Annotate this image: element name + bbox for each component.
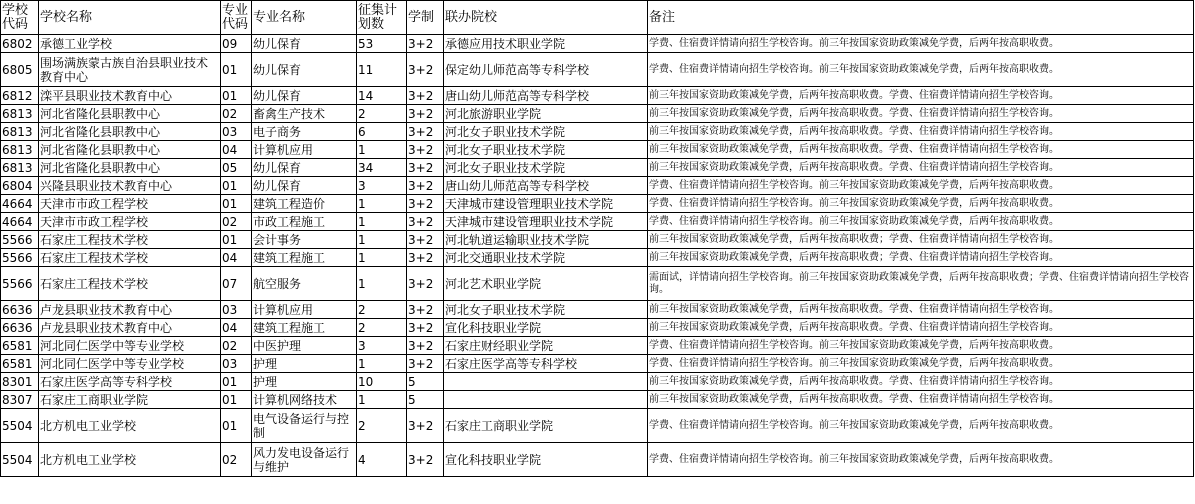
cell-system: 3+2	[407, 53, 444, 87]
cell-school-code: 6813	[1, 105, 39, 123]
table-row	[1, 195, 1194, 213]
cell-system: 3+2	[407, 355, 444, 373]
cell-system: 3+2	[407, 87, 444, 105]
cell-note: 学费、住宿费详情请向招生学校咨询。前三年按国家资助政策减免学费，后两年按高职收费。	[648, 409, 1194, 443]
table-body	[1, 35, 1194, 477]
table-row	[1, 53, 1194, 87]
cell-school-code: 6636	[1, 301, 39, 319]
cell-major-name: 建筑工程施工	[252, 319, 357, 337]
cell-system: 5	[407, 391, 444, 409]
cell-system: 3+2	[407, 267, 444, 301]
cell-partner: 河北艺术职业学院	[444, 267, 648, 301]
cell-note: 前三年按国家资助政策减免学费，后两年按高职收费。学费、住宿费详情请向招生学校咨询。	[648, 141, 1194, 159]
cell-major-name: 幼儿保育	[252, 35, 357, 53]
cell-major-code: 09	[221, 35, 252, 53]
cell-plan: 34	[357, 159, 407, 177]
cell-major-name: 幼儿保育	[252, 53, 357, 87]
cell-system: 3+2	[407, 123, 444, 141]
cell-partner: 河北女子职业技术学院	[444, 159, 648, 177]
cell-school-code: 6581	[1, 337, 39, 355]
cell-major-name: 电子商务	[252, 123, 357, 141]
cell-major-code: 01	[221, 177, 252, 195]
cell-note: 前三年按国家资助政策减免学费，后两年按高职收费。学费、住宿费详情请向招生学校咨询。	[648, 373, 1194, 391]
table-row	[1, 443, 1194, 477]
cell-major-name: 会计事务	[252, 231, 357, 249]
cell-major-name: 中医护理	[252, 337, 357, 355]
cell-plan: 10	[357, 373, 407, 391]
cell-partner: 河北交通职业技术学院	[444, 249, 648, 267]
cell-school-name: 北方机电工业学校	[39, 443, 221, 477]
cell-school-name: 石家庄工程技术学校	[39, 267, 221, 301]
cell-note: 前三年按国家资助政策减免学费，后两年按高职收费；学费、住宿费详情请向招生学校咨询。	[648, 249, 1194, 267]
cell-system: 3+2	[407, 159, 444, 177]
cell-school-name: 石家庄医学高等专科学校	[39, 373, 221, 391]
cell-plan: 11	[357, 53, 407, 87]
cell-system: 3+2	[407, 141, 444, 159]
cell-major-name: 计算机网络技术	[252, 391, 357, 409]
cell-school-name: 北方机电工业学校	[39, 409, 221, 443]
cell-school-name: 石家庄工商职业学院	[39, 391, 221, 409]
cell-major-name: 计算机应用	[252, 141, 357, 159]
cell-school-name: 河北同仁医学中等专业学校	[39, 355, 221, 373]
cell-school-code: 6804	[1, 177, 39, 195]
table-row	[1, 141, 1194, 159]
cell-partner: 唐山幼儿师范高等专科学校	[444, 87, 648, 105]
header-school-name: 学校名称	[39, 1, 221, 35]
cell-school-code: 6581	[1, 355, 39, 373]
cell-note: 前三年按国家资助政策减免学费，后两年按高职收费。学费、住宿费详情请向招生学校咨询。	[648, 87, 1194, 105]
cell-plan: 2	[357, 319, 407, 337]
cell-plan: 2	[357, 409, 407, 443]
cell-system: 5	[407, 373, 444, 391]
cell-school-name: 河北省隆化县职教中心	[39, 159, 221, 177]
cell-major-name: 建筑工程造价	[252, 195, 357, 213]
cell-plan: 1	[357, 267, 407, 301]
cell-plan: 1	[357, 391, 407, 409]
cell-partner: 石家庄财经职业学院	[444, 337, 648, 355]
header-system: 学制	[407, 1, 444, 35]
cell-plan: 14	[357, 87, 407, 105]
cell-major-name: 幼儿保育	[252, 87, 357, 105]
header-row	[1, 1, 1194, 35]
cell-school-name: 河北省隆化县职教中心	[39, 141, 221, 159]
cell-school-code: 5566	[1, 231, 39, 249]
cell-major-name: 市政工程施工	[252, 213, 357, 231]
cell-plan: 53	[357, 35, 407, 53]
cell-major-code: 01	[221, 231, 252, 249]
cell-partner: 保定幼儿师范高等专科学校	[444, 53, 648, 87]
cell-note: 前三年按国家资助政策减免学费，后两年按高职收费。学费、住宿费详情请向招生学校咨询。	[648, 391, 1194, 409]
cell-school-code: 6805	[1, 53, 39, 87]
cell-school-name: 河北同仁医学中等专业学校	[39, 337, 221, 355]
cell-plan: 2	[357, 301, 407, 319]
cell-system: 3+2	[407, 105, 444, 123]
table-row	[1, 159, 1194, 177]
cell-system: 3+2	[407, 195, 444, 213]
cell-partner: 河北女子职业技术学院	[444, 123, 648, 141]
cell-school-name: 卢龙县职业技术教育中心	[39, 319, 221, 337]
cell-partner: 唐山幼儿师范高等专科学校	[444, 177, 648, 195]
cell-note: 需面试，详情请向招生学校咨询。前三年按国家资助政策减免学费，后两年按高职收费；学费、住宿费详情请向招生学校咨询。	[648, 267, 1194, 301]
header-major-code: 专业代码	[221, 1, 252, 35]
header-plan: 征集计划数	[357, 1, 407, 35]
cell-school-code: 6802	[1, 35, 39, 53]
cell-plan: 3	[357, 177, 407, 195]
cell-plan: 4	[357, 443, 407, 477]
cell-school-name: 石家庄工程技术学校	[39, 231, 221, 249]
header-note: 备注	[648, 1, 1194, 35]
cell-system: 3+2	[407, 249, 444, 267]
cell-major-code: 01	[221, 391, 252, 409]
header-partner: 联办院校	[444, 1, 648, 35]
cell-note: 学费、住宿费详情请向招生学校咨询。前三年按国家资助政策减免学费，后两年按高职收费。	[648, 177, 1194, 195]
cell-school-name: 天津市市政工程学校	[39, 195, 221, 213]
cell-note: 前三年按国家资助政策减免学费，后两年按高职收费；学费、住宿费详情请向招生学校咨询。	[648, 231, 1194, 249]
table-row	[1, 391, 1194, 409]
cell-major-name: 护理	[252, 373, 357, 391]
cell-school-code: 6813	[1, 159, 39, 177]
cell-school-code: 6813	[1, 141, 39, 159]
cell-partner: 石家庄医学高等专科学校	[444, 355, 648, 373]
cell-school-name: 兴隆县职业技术教育中心	[39, 177, 221, 195]
table-row	[1, 319, 1194, 337]
cell-note: 学费、住宿费详情请向招生学校咨询。前三年按国家资助政策减免学费，后两年按高职收费。	[648, 35, 1194, 53]
table-row	[1, 409, 1194, 443]
cell-major-code: 02	[221, 443, 252, 477]
cell-school-code: 6813	[1, 123, 39, 141]
cell-note: 前三年按国家资助政策减免学费，后两年按高职收费。学费、住宿费详情请向招生学校咨询。	[648, 123, 1194, 141]
cell-school-name: 天津市市政工程学校	[39, 213, 221, 231]
cell-plan: 3	[357, 337, 407, 355]
header-major-name: 专业名称	[252, 1, 357, 35]
cell-note: 学费、住宿费详情请向招生学校咨询。前三年按国家资助政策减免学费，后两年按高职收费。	[648, 443, 1194, 477]
cell-note: 学费、住宿费详情请向招生学校咨询。前三年按国家资助政策减免学费，后两年按高职收费。	[648, 355, 1194, 373]
cell-school-code: 8307	[1, 391, 39, 409]
cell-major-name: 畜禽生产技术	[252, 105, 357, 123]
cell-major-name: 电气设备运行与控制	[252, 409, 357, 443]
cell-major-code: 07	[221, 267, 252, 301]
cell-plan: 2	[357, 105, 407, 123]
cell-partner: 河北旅游职业学院	[444, 105, 648, 123]
cell-major-name: 风力发电设备运行与维护	[252, 443, 357, 477]
cell-partner: 河北轨道运输职业技术学院	[444, 231, 648, 249]
table-row	[1, 123, 1194, 141]
cell-partner: 天津城市建设管理职业技术学院	[444, 213, 648, 231]
cell-major-name: 护理	[252, 355, 357, 373]
cell-note: 学费、住宿费详情请向招生学校咨询。前三年按国家资助政策减免学费，后两年按高职收费。	[648, 195, 1194, 213]
cell-plan: 1	[357, 355, 407, 373]
cell-major-name: 幼儿保育	[252, 177, 357, 195]
cell-partner: 天津城市建设管理职业技术学院	[444, 195, 648, 213]
table-row	[1, 337, 1194, 355]
cell-system: 3+2	[407, 443, 444, 477]
cell-major-code: 04	[221, 141, 252, 159]
table-row	[1, 301, 1194, 319]
cell-major-code: 01	[221, 195, 252, 213]
cell-major-code: 01	[221, 53, 252, 87]
cell-school-code: 6812	[1, 87, 39, 105]
table-row	[1, 267, 1194, 301]
cell-school-name: 石家庄工程技术学校	[39, 249, 221, 267]
table-row	[1, 355, 1194, 373]
cell-major-name: 航空服务	[252, 267, 357, 301]
header-school-code: 学校代码	[1, 1, 39, 35]
cell-school-name: 卢龙县职业技术教育中心	[39, 301, 221, 319]
cell-partner	[444, 373, 648, 391]
cell-system: 3+2	[407, 213, 444, 231]
cell-major-name: 建筑工程施工	[252, 249, 357, 267]
cell-plan: 1	[357, 231, 407, 249]
cell-partner: 承德应用技术职业学院	[444, 35, 648, 53]
cell-major-name: 计算机应用	[252, 301, 357, 319]
table-row	[1, 213, 1194, 231]
cell-partner	[444, 391, 648, 409]
cell-school-code: 6636	[1, 319, 39, 337]
cell-plan: 1	[357, 141, 407, 159]
cell-major-code: 01	[221, 409, 252, 443]
cell-system: 3+2	[407, 177, 444, 195]
table-row	[1, 177, 1194, 195]
cell-major-code: 03	[221, 355, 252, 373]
cell-system: 3+2	[407, 409, 444, 443]
cell-system: 3+2	[407, 319, 444, 337]
cell-system: 3+2	[407, 337, 444, 355]
table-row	[1, 87, 1194, 105]
cell-note: 前三年按国家资助政策减免学费，后两年按高职收费。学费、住宿费详情请向招生学校咨询。	[648, 319, 1194, 337]
cell-major-code: 01	[221, 373, 252, 391]
cell-system: 3+2	[407, 231, 444, 249]
cell-system: 3+2	[407, 301, 444, 319]
cell-major-name: 幼儿保育	[252, 159, 357, 177]
cell-note: 学费、住宿费详情请向招生学校咨询。前三年按国家资助政策减免学费，后两年按高职收费。	[648, 337, 1194, 355]
table-row	[1, 231, 1194, 249]
cell-school-name: 河北省隆化县职教中心	[39, 105, 221, 123]
cell-school-code: 5504	[1, 409, 39, 443]
table-row	[1, 249, 1194, 267]
cell-school-code: 5566	[1, 249, 39, 267]
cell-plan: 1	[357, 213, 407, 231]
cell-school-name: 承德工业学校	[39, 35, 221, 53]
table-row	[1, 35, 1194, 53]
cell-major-code: 04	[221, 249, 252, 267]
cell-major-code: 02	[221, 105, 252, 123]
table-row	[1, 105, 1194, 123]
cell-note: 前三年按国家资助政策减免学费，后两年按高职收费。学费、住宿费详情请向招生学校咨询。	[648, 159, 1194, 177]
cell-note: 前三年按国家资助政策减免学费，后两年按高职收费。学费、住宿费详情请向招生学校咨询。	[648, 105, 1194, 123]
cell-school-code: 5504	[1, 443, 39, 477]
cell-major-code: 04	[221, 319, 252, 337]
cell-plan: 1	[357, 249, 407, 267]
cell-school-code: 4664	[1, 213, 39, 231]
cell-note: 学费、住宿费详情请向招生学校咨询。前三年按国家资助政策减免学费，后两年按高职收费。	[648, 213, 1194, 231]
cell-major-code: 02	[221, 337, 252, 355]
cell-school-name: 围场满族蒙古族自治县职业技术教育中心	[39, 53, 221, 87]
cell-note: 前三年按国家资助政策减免学费，后两年按高职收费。学费、住宿费详情请向招生学校咨询。	[648, 301, 1194, 319]
cell-partner: 宣化科技职业学院	[444, 319, 648, 337]
cell-plan: 6	[357, 123, 407, 141]
cell-school-name: 滦平县职业技术教育中心	[39, 87, 221, 105]
cell-school-name: 河北省隆化县职教中心	[39, 123, 221, 141]
cell-partner: 石家庄工商职业学院	[444, 409, 648, 443]
cell-major-code: 03	[221, 301, 252, 319]
cell-school-code: 4664	[1, 195, 39, 213]
cell-partner: 河北女子职业技术学院	[444, 141, 648, 159]
cell-major-code: 03	[221, 123, 252, 141]
cell-major-code: 05	[221, 159, 252, 177]
cell-note: 学费、住宿费详情请向招生学校咨询。前三年按国家资助政策减免学费，后两年按高职收费。	[648, 53, 1194, 87]
cell-major-code: 01	[221, 87, 252, 105]
cell-system: 3+2	[407, 35, 444, 53]
cell-school-code: 8301	[1, 373, 39, 391]
cell-school-code: 5566	[1, 267, 39, 301]
cell-partner: 河北女子职业技术学院	[444, 301, 648, 319]
cell-plan: 1	[357, 195, 407, 213]
table-row	[1, 373, 1194, 391]
cell-partner: 宣化科技职业学院	[444, 443, 648, 477]
cell-major-code: 02	[221, 213, 252, 231]
